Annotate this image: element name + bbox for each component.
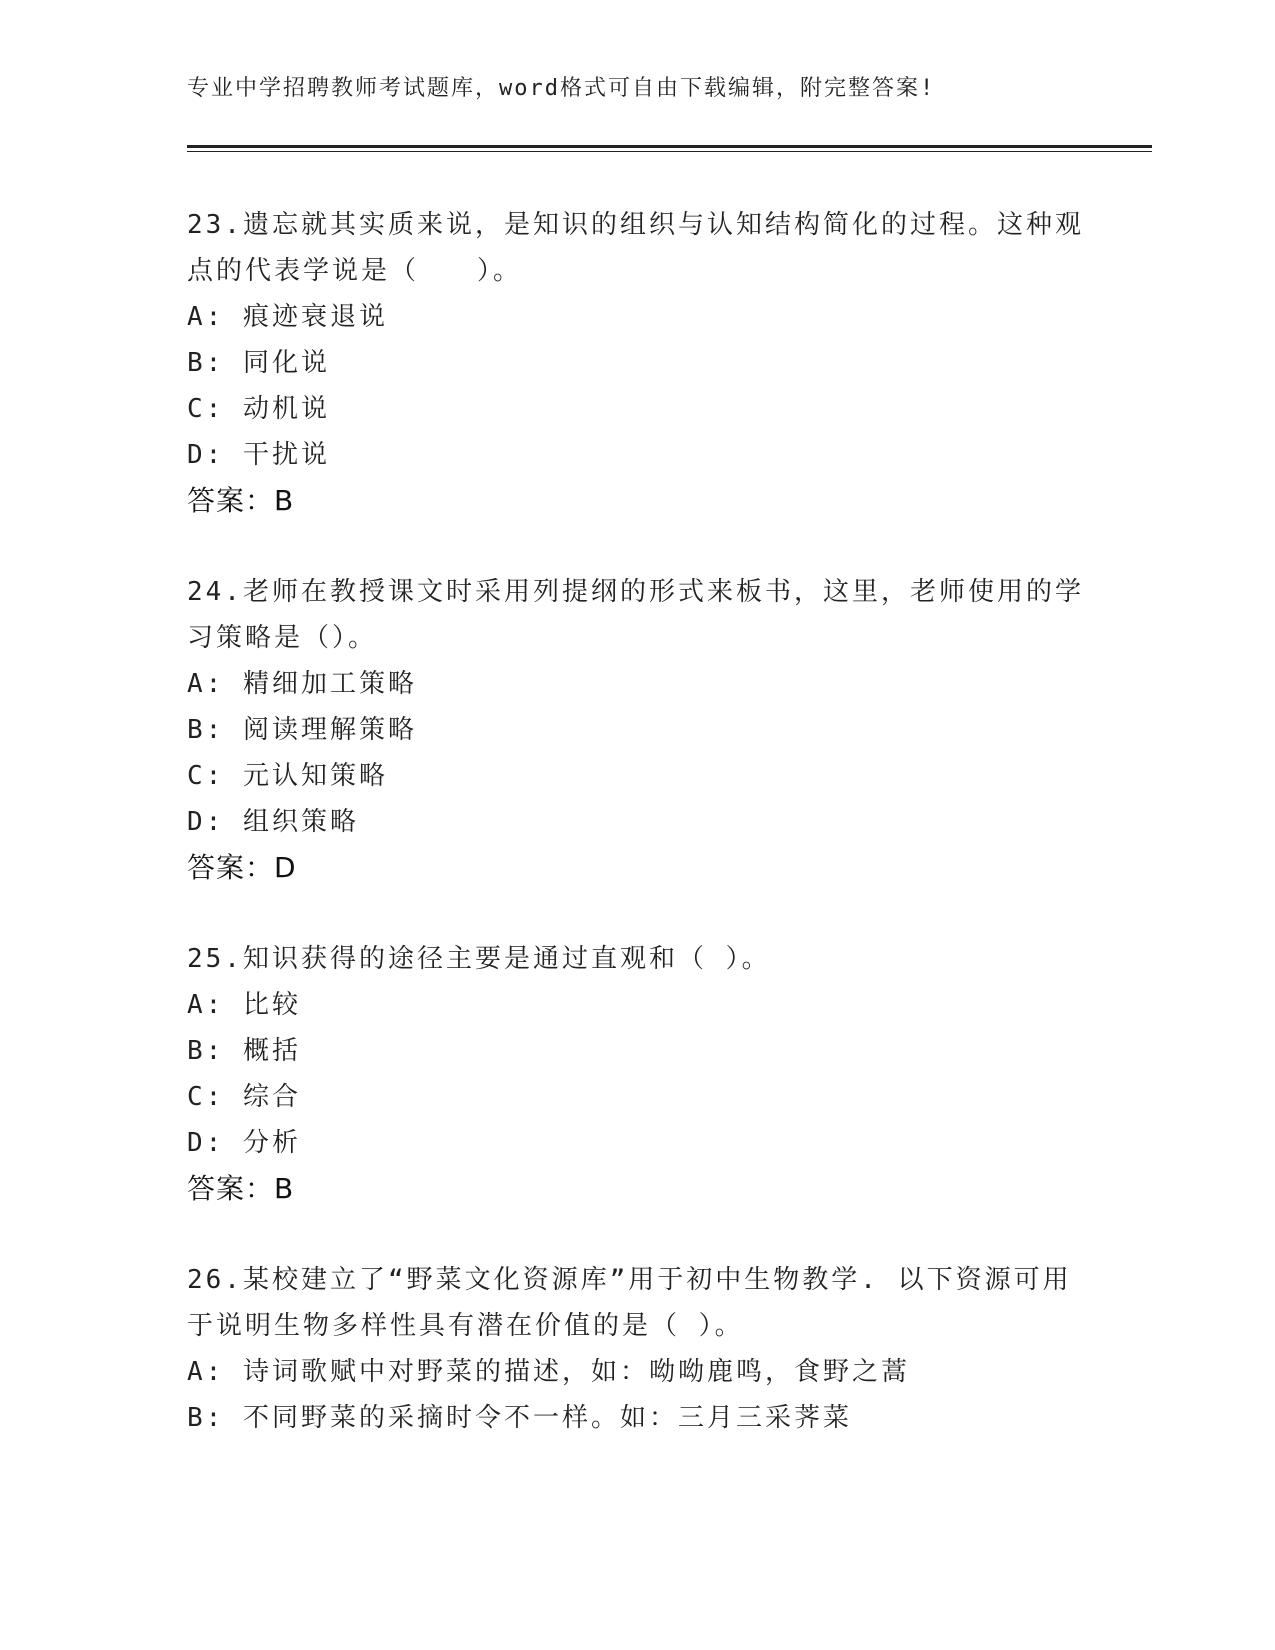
question-list [187, 202, 1087, 1486]
option-b: B: 不同野菜的采摘时令不一样。如：三月三采荠菜 [187, 1403, 852, 1433]
question-24 [187, 569, 1087, 891]
option-a: A: 痕迹衰退说 [187, 302, 388, 332]
option-b: B: 概括 [187, 1036, 301, 1066]
option-c: C: 动机说 [187, 394, 330, 424]
option-c: C: 综合 [187, 1082, 301, 1112]
header-rule-thin [187, 151, 1152, 152]
question-stem: 26.某校建立了“野菜文化资源库”用于初中生物教学. 以下资源可用于说明生物多样性具有潜在价值的是（ ）。 [187, 1265, 1072, 1341]
option-b: B: 阅读理解策略 [187, 715, 417, 745]
option-a: A: 诗词歌赋中对野菜的描述，如：呦呦鹿鸣，食野之蒿 [187, 1357, 910, 1387]
option-a: A: 精细加工策略 [187, 669, 417, 699]
option-d: D: 分析 [187, 1128, 301, 1158]
question-stem: 24.老师在教授课文时采用列提纲的形式来板书，这里，老师使用的学习策略是（）。 [187, 577, 1084, 653]
answer-line: 答案：D [187, 851, 297, 884]
header-rule-thick [187, 145, 1152, 148]
question-stem: 23.遗忘就其实质来说，是知识的组织与认知结构简化的过程。这种观点的代表学说是（ ）。 [187, 210, 1084, 286]
answer-line: 答案：B [187, 484, 295, 517]
question-stem: 25.知识获得的途径主要是通过直观和（ ）。 [187, 944, 771, 974]
option-d: D: 组织策略 [187, 807, 359, 837]
option-c: C: 元认知策略 [187, 761, 388, 791]
option-a: A: 比较 [187, 990, 301, 1020]
option-d: D: 干扰说 [187, 440, 330, 470]
answer-line: 答案：B [187, 1172, 295, 1205]
question-23 [187, 202, 1087, 524]
header-text: 专业中学招聘教师考试题库，word格式可自由下载编辑，附完整答案! [187, 76, 936, 101]
option-b: B: 同化说 [187, 348, 330, 378]
question-26 [187, 1257, 1087, 1441]
question-25 [187, 936, 1087, 1212]
